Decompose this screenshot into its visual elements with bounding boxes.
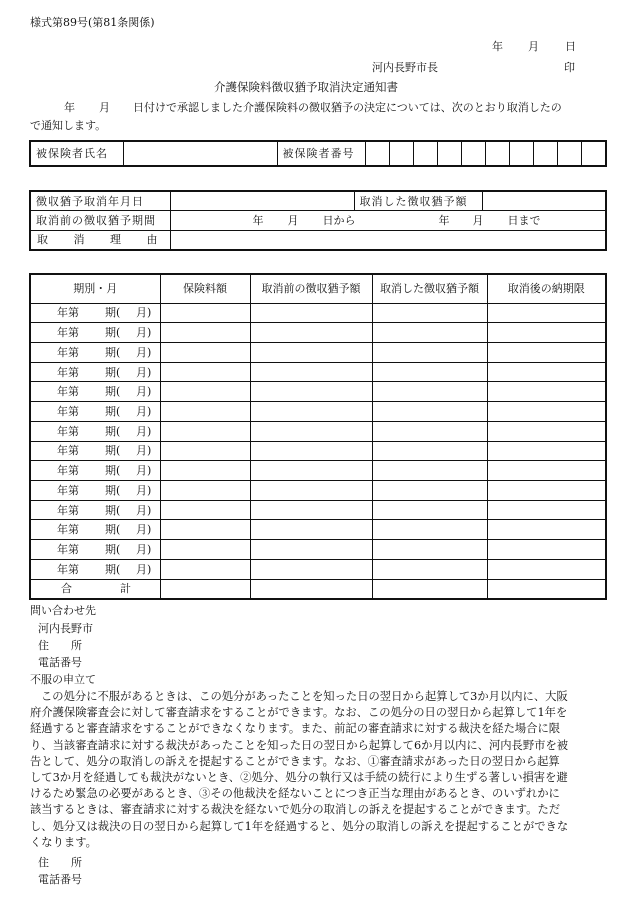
insured-number-digit[interactable] xyxy=(413,141,437,166)
due-date-field[interactable] xyxy=(487,441,606,461)
insured-number-digit[interactable] xyxy=(389,141,413,166)
period-part: 月) xyxy=(136,562,152,576)
issuer-seal: 印 xyxy=(564,61,575,74)
schedule-row xyxy=(30,343,606,363)
appeal-line: 経過すると審査請求をすることができなくなります。また、前記の審査請求に対する裁決を経た場合に限 xyxy=(30,722,561,736)
period-cell[interactable] xyxy=(30,461,160,481)
contact-org: 河内長野市 xyxy=(38,622,93,635)
total-premium-field[interactable] xyxy=(160,579,250,599)
before-cancel-field[interactable] xyxy=(250,540,372,560)
insured-name-label: 被保険者氏名 xyxy=(30,141,123,166)
insured-number-digit[interactable] xyxy=(461,141,485,166)
period-cell[interactable] xyxy=(30,559,160,579)
period-to-month: 月 xyxy=(472,213,484,227)
schedule-row xyxy=(30,500,606,520)
period-part: 期( xyxy=(105,523,121,537)
appeal-heading: 不服の申立て xyxy=(30,673,96,686)
header-before-cancel: 取消前の徴収猶予額 xyxy=(250,274,372,303)
due-date-field[interactable] xyxy=(487,362,606,382)
header-cancelled-amount: 取消した徴収猶予額 xyxy=(372,274,487,303)
cancelled-field[interactable] xyxy=(372,421,487,441)
cancelled-field[interactable] xyxy=(372,500,487,520)
before-cancel-field[interactable] xyxy=(250,461,372,481)
period-cell[interactable] xyxy=(30,481,160,501)
period-part: 年第 xyxy=(57,444,79,458)
period-part: 年第 xyxy=(57,306,79,320)
date-day: 日 xyxy=(565,40,576,53)
period-part: 年第 xyxy=(57,464,79,478)
cancelled-field[interactable] xyxy=(372,481,487,501)
appeal-phone-label: 電話番号 xyxy=(38,873,82,886)
schedule-row xyxy=(30,441,606,461)
due-date-field[interactable] xyxy=(487,461,606,481)
premium-field[interactable] xyxy=(160,382,250,402)
period-part: 月) xyxy=(136,424,152,438)
before-cancel-field[interactable] xyxy=(250,481,372,501)
period-part: 期( xyxy=(105,543,121,557)
appeal-address-label: 住 所 xyxy=(38,856,82,869)
before-cancel-field[interactable] xyxy=(250,441,372,461)
period-part: 期( xyxy=(105,345,121,359)
appeal-line: 該当するときは、審査請求に対する裁決を経ないで処分の取消しの訴えを提起することができます。ただ xyxy=(30,803,561,817)
insured-name-field[interactable] xyxy=(123,141,277,166)
schedule-table xyxy=(29,273,607,600)
schedule-row xyxy=(30,461,606,481)
header-period: 期別・月 xyxy=(30,274,160,303)
period-cell[interactable] xyxy=(30,402,160,422)
period-part: 期( xyxy=(105,365,121,379)
total-due-date-field[interactable] xyxy=(487,579,606,599)
insured-number-digit[interactable] xyxy=(557,141,581,166)
premium-field[interactable] xyxy=(160,520,250,540)
schedule-row xyxy=(30,382,606,402)
cancelled-field[interactable] xyxy=(372,461,487,481)
appeal-body xyxy=(30,689,605,851)
before-cancel-field[interactable] xyxy=(250,303,372,323)
cancelled-field[interactable] xyxy=(372,323,487,343)
period-part: 月) xyxy=(136,464,152,478)
period-part: 期( xyxy=(105,562,121,576)
schedule-row xyxy=(30,402,606,422)
insured-number-digit[interactable] xyxy=(533,141,557,166)
cancel-date-label: 徴収猶予取消年月日 xyxy=(30,191,170,211)
period-part: 月) xyxy=(136,405,152,419)
period-cell[interactable] xyxy=(30,520,160,540)
cancelled-field[interactable] xyxy=(372,382,487,402)
header-premium: 保険料額 xyxy=(160,274,250,303)
appeal-line: し、処分又は裁決の日の翌日から起算して1年を経過すると、処分の取消しの訴えを提起することができな xyxy=(30,819,569,833)
contact-phone-label: 電話番号 xyxy=(38,656,82,669)
contact-heading: 問い合わせ先 xyxy=(30,604,96,617)
period-part: 年第 xyxy=(57,365,79,379)
period-part: 期( xyxy=(105,405,121,419)
period-cell[interactable] xyxy=(30,421,160,441)
period-to-year: 年 xyxy=(438,213,450,227)
period-cell[interactable] xyxy=(30,303,160,323)
due-date-field[interactable] xyxy=(487,520,606,540)
period-part: 月) xyxy=(136,543,152,557)
premium-field[interactable] xyxy=(160,362,250,382)
due-date-field[interactable] xyxy=(487,323,606,343)
before-cancel-field[interactable] xyxy=(250,343,372,363)
intro-year: 年 xyxy=(64,101,75,114)
total-label: 合 計 xyxy=(30,579,160,599)
period-part: 年第 xyxy=(57,424,79,438)
before-cancel-field[interactable] xyxy=(250,362,372,382)
cancel-period-label: 取消前の徴収猶予期間 xyxy=(30,211,170,231)
period-cell[interactable] xyxy=(30,323,160,343)
before-cancel-field[interactable] xyxy=(250,559,372,579)
schedule-row xyxy=(30,559,606,579)
due-date-field[interactable] xyxy=(487,303,606,323)
premium-field[interactable] xyxy=(160,500,250,520)
period-from-year: 年 xyxy=(252,213,264,227)
due-date-field[interactable] xyxy=(487,402,606,422)
issuer-name: 河内長野市長 xyxy=(372,61,438,74)
cancel-reason-label: 取 消 理 由 xyxy=(30,230,170,250)
premium-field[interactable] xyxy=(160,540,250,560)
period-part: 月) xyxy=(136,444,152,458)
due-date-field[interactable] xyxy=(487,382,606,402)
period-cell[interactable] xyxy=(30,500,160,520)
appeal-line: り、当該審査請求に対する裁決があったことを知った日の翌日から起算して6か月以内に、河内長野市を被 xyxy=(30,738,569,752)
premium-field[interactable] xyxy=(160,421,250,441)
premium-field[interactable] xyxy=(160,343,250,363)
cancel-period-field[interactable] xyxy=(170,211,606,231)
before-cancel-field[interactable] xyxy=(250,421,372,441)
period-part: 月) xyxy=(136,365,152,379)
insured-number-digit[interactable] xyxy=(365,141,389,166)
period-part: 年第 xyxy=(57,326,79,340)
cancellation-table xyxy=(29,190,607,251)
before-cancel-field[interactable] xyxy=(250,382,372,402)
period-part: 期( xyxy=(105,326,121,340)
period-part: 月) xyxy=(136,326,152,340)
appeal-line: けるため緊急の必要があるとき、③その他裁決を経ないことにつき正当な理由があるとき、のいずれかに xyxy=(30,787,560,801)
before-cancel-field[interactable] xyxy=(250,402,372,422)
schedule-row xyxy=(30,540,606,560)
period-part: 期( xyxy=(105,424,121,438)
cancel-amount-label: 取消した徴収猶予額 xyxy=(354,191,482,211)
period-part: 期( xyxy=(105,464,121,478)
period-part: 期( xyxy=(105,306,121,320)
contact-address-label: 住 所 xyxy=(38,639,82,652)
intro-text-2: で通知します。 xyxy=(30,119,107,132)
before-cancel-field[interactable] xyxy=(250,500,372,520)
cancelled-field[interactable] xyxy=(372,362,487,382)
appeal-line: くなります。 xyxy=(30,835,97,849)
cancel-date-field[interactable] xyxy=(170,191,354,211)
premium-field[interactable] xyxy=(160,481,250,501)
period-part: 年第 xyxy=(57,503,79,517)
insured-number-digit[interactable] xyxy=(509,141,533,166)
period-part: 年第 xyxy=(57,385,79,399)
cancelled-field[interactable] xyxy=(372,402,487,422)
period-part: 年第 xyxy=(57,483,79,497)
appeal-line: この処分に不服があるときは、この処分があったことを知った日の翌日から起算して3か月以内に、大阪 xyxy=(41,690,568,703)
cancel-amount-field[interactable] xyxy=(482,191,606,211)
total-cancelled-field[interactable] xyxy=(372,579,487,599)
due-date-field[interactable] xyxy=(487,540,606,560)
period-part: 月) xyxy=(136,345,152,359)
premium-field[interactable] xyxy=(160,461,250,481)
insured-number-digit[interactable] xyxy=(437,141,461,166)
appeal-line: して3か月を経過しても裁決がないとき、②処分、処分の執行又は手続の続行により生ずる著しい損害を避 xyxy=(30,771,568,785)
document-title: 介護保険料徴収猶予取消決定通知書 xyxy=(214,80,398,94)
schedule-row xyxy=(30,362,606,382)
period-part: 月) xyxy=(136,503,152,517)
period-part: 年第 xyxy=(57,523,79,537)
period-cell[interactable] xyxy=(30,382,160,402)
premium-field[interactable] xyxy=(160,323,250,343)
insured-table xyxy=(29,140,607,167)
before-cancel-field[interactable] xyxy=(250,520,372,540)
cancelled-field[interactable] xyxy=(372,303,487,323)
date-year: 年 xyxy=(492,40,503,53)
appeal-line: 告として、処分の取消しの訴えを提起することができます。なお、①審査請求があった日の翌日から起算 xyxy=(30,754,560,768)
schedule-row xyxy=(30,520,606,540)
period-part: 年第 xyxy=(57,345,79,359)
period-from-day: 日から xyxy=(322,213,356,227)
schedule-row xyxy=(30,481,606,501)
period-cell[interactable] xyxy=(30,343,160,363)
schedule-row xyxy=(30,323,606,343)
period-part: 期( xyxy=(105,444,121,458)
schedule-row xyxy=(30,421,606,441)
cancelled-field[interactable] xyxy=(372,343,487,363)
schedule-body xyxy=(30,303,606,579)
due-date-field[interactable] xyxy=(487,500,606,520)
before-cancel-field[interactable] xyxy=(250,323,372,343)
schedule-row xyxy=(30,303,606,323)
period-part: 月) xyxy=(136,483,152,497)
due-date-field[interactable] xyxy=(487,559,606,579)
period-cell[interactable] xyxy=(30,362,160,382)
period-cell[interactable] xyxy=(30,540,160,560)
appeal-line: 府介護保険審査会に対して審査請求をすることができます。なお、この処分の日の翌日から起算して1年を xyxy=(30,706,568,720)
period-part: 期( xyxy=(105,483,121,497)
period-part: 年第 xyxy=(57,562,79,576)
due-date-field[interactable] xyxy=(487,421,606,441)
cancelled-field[interactable] xyxy=(372,520,487,540)
period-part: 月) xyxy=(136,385,152,399)
insured-number-label: 被保険者番号 xyxy=(277,141,365,166)
period-from-month: 月 xyxy=(287,213,299,227)
form-number: 様式第89号(第81条関係) xyxy=(30,16,155,29)
period-part: 期( xyxy=(105,503,121,517)
due-date-field[interactable] xyxy=(487,343,606,363)
period-cell[interactable] xyxy=(30,441,160,461)
period-part: 月) xyxy=(136,306,152,320)
cancelled-field[interactable] xyxy=(372,441,487,461)
cancel-reason-field[interactable] xyxy=(170,230,606,250)
premium-field[interactable] xyxy=(160,559,250,579)
insured-number-digit[interactable] xyxy=(581,141,606,166)
cancelled-field[interactable] xyxy=(372,540,487,560)
intro-month: 月 xyxy=(99,101,110,114)
header-due-date: 取消後の納期限 xyxy=(487,274,606,303)
due-date-field[interactable] xyxy=(487,481,606,501)
period-to-day: 日まで xyxy=(507,213,541,227)
period-part: 期( xyxy=(105,385,121,399)
premium-field[interactable] xyxy=(160,441,250,461)
insured-number-digit[interactable] xyxy=(485,141,509,166)
period-part: 月) xyxy=(136,523,152,537)
cancelled-field[interactable] xyxy=(372,559,487,579)
intro-text: 日付けで承認しました介護保険料の徴収猶予の決定については、次のとおり取消したの xyxy=(133,101,562,114)
total-before-cancel-field[interactable] xyxy=(250,579,372,599)
date-month: 月 xyxy=(528,40,539,53)
premium-field[interactable] xyxy=(160,402,250,422)
period-part: 年第 xyxy=(57,405,79,419)
period-part: 年第 xyxy=(57,543,79,557)
premium-field[interactable] xyxy=(160,303,250,323)
